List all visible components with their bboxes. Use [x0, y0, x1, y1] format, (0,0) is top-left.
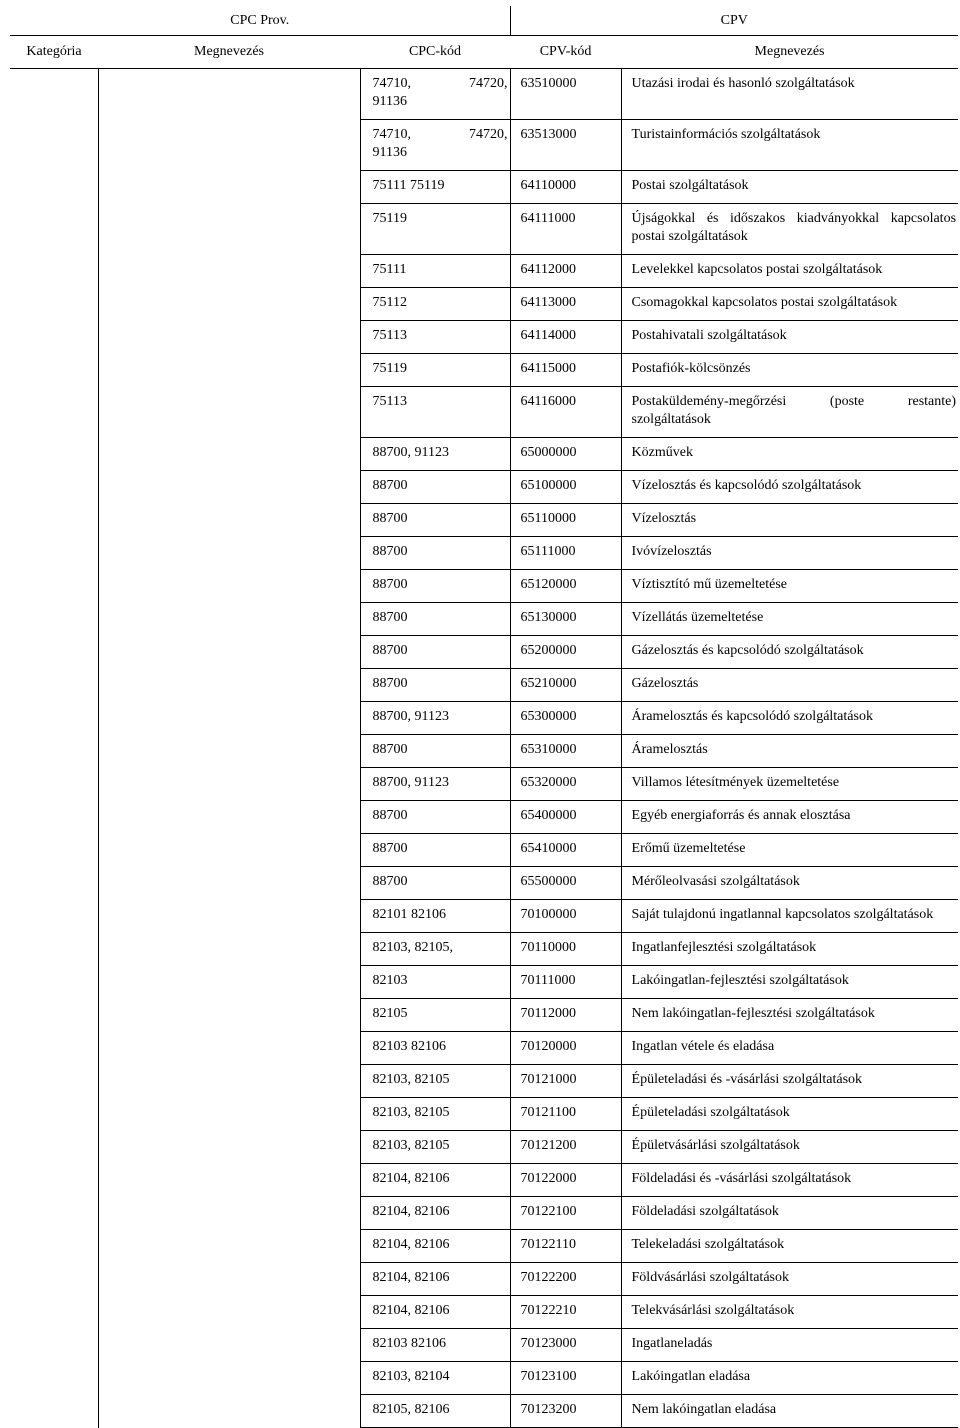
cpv-name-cell: Épületeladási szolgáltatások	[621, 1098, 958, 1131]
cpv-name-cell: Mérőleolvasási szolgáltatások	[621, 867, 958, 900]
cpv-name-cell: Földeladási szolgáltatások	[621, 1197, 958, 1230]
cpv-code-cell: 64113000	[510, 288, 621, 321]
cpv-code-cell: 65320000	[510, 768, 621, 801]
cpc-code-cell: 75119	[360, 354, 510, 387]
cpv-code-cell: 65200000	[510, 636, 621, 669]
cpv-name-cell: Erőmű üzemeltetése	[621, 834, 958, 867]
cpv-code-cell: 70123200	[510, 1395, 621, 1428]
cpc-code-cell: 88700	[360, 834, 510, 867]
cpv-name-cell: Csomagokkal kapcsolatos postai szolgáltatások	[621, 288, 958, 321]
cpv-name-cell: Ingatlanfejlesztési szolgáltatások	[621, 933, 958, 966]
cpv-code-cell: 70112000	[510, 999, 621, 1032]
cpc-code-part: 74710,	[372, 127, 411, 142]
cpc-code-cell: 82103, 82104	[360, 1362, 510, 1395]
cpv-name-cell: Vízelosztás	[621, 504, 958, 537]
cpv-name-cell: Postaküldemény-megőrzési (poste restante) szolgáltatások	[621, 387, 958, 438]
cpc-code-cell: 82104, 82106	[360, 1230, 510, 1263]
cpv-name-cell: Lakóingatlan-fejlesztési szolgáltatások	[621, 966, 958, 999]
cpv-name-cell: Víztisztító mű üzemeltetése	[621, 570, 958, 603]
cpc-code-cell: 88700	[360, 636, 510, 669]
cpv-code-cell: 70123100	[510, 1362, 621, 1395]
cpc-code-cell: 88700	[360, 735, 510, 768]
cpv-name-cell: Közművek	[621, 438, 958, 471]
cpc-code-cell: 82103 82106	[360, 1329, 510, 1362]
cpv-code-cell: 64115000	[510, 354, 621, 387]
cpv-code-cell: 70122200	[510, 1263, 621, 1296]
cpv-name-cell: Egyéb energiaforrás és annak elosztása	[621, 801, 958, 834]
cpc-code-cell: 82101 82106	[360, 900, 510, 933]
cpc-code-cell: 82103 82106	[360, 1032, 510, 1065]
cpv-code-cell: 70123000	[510, 1329, 621, 1362]
cpv-name-cell: Levelekkel kapcsolatos postai szolgáltatások	[621, 255, 958, 288]
cpv-name-cell: Újságokkal és időszakos kiadványokkal kapcsolatos postai szolgáltatások	[621, 204, 958, 255]
cpv-code-cell: 65110000	[510, 504, 621, 537]
cpv-code-cell: 64111000	[510, 204, 621, 255]
cpc-code-cell: 88700, 91123	[360, 768, 510, 801]
cpv-name-cell: Ivóvízelosztás	[621, 537, 958, 570]
cpc-code-cell: 88700	[360, 669, 510, 702]
col-name-header: Megnevezés	[98, 36, 360, 69]
cpc-code-cell: 82104, 82106	[360, 1296, 510, 1329]
cpv-name-cell: Földeladási és -vásárlási szolgáltatások	[621, 1164, 958, 1197]
cpv-name-cell: Áramelosztás és kapcsolódó szolgáltatások	[621, 702, 958, 735]
cpv-name-cell: Nem lakóingatlan eladása	[621, 1395, 958, 1428]
cpv-code-cell: 65111000	[510, 537, 621, 570]
cpv-code-cell: 64114000	[510, 321, 621, 354]
header-group-row	[10, 6, 958, 36]
cpc-code-part: 91136	[372, 94, 407, 109]
cpc-code-cell: 82104, 82106	[360, 1263, 510, 1296]
cpv-name-cell: Lakóingatlan eladása	[621, 1362, 958, 1395]
cpc-code-cell: 75113	[360, 321, 510, 354]
cpv-code-cell: 65000000	[510, 438, 621, 471]
cpc-code-cell: 75111 75119	[360, 171, 510, 204]
cpv-name-cell: Épületvásárlási szolgáltatások	[621, 1131, 958, 1164]
cpv-name-cell: Postai szolgáltatások	[621, 171, 958, 204]
cpc-code-cell: 88700	[360, 570, 510, 603]
cpc-code-cell: 88700, 91123	[360, 438, 510, 471]
cpv-name-cell: Gázelosztás	[621, 669, 958, 702]
cpv-code-cell: 70121200	[510, 1131, 621, 1164]
cpv-name-cell: Földvásárlási szolgáltatások	[621, 1263, 958, 1296]
cpc-code-cell: 82103, 82105,	[360, 933, 510, 966]
cpc-code-line	[373, 75, 508, 93]
cpv-name-cell: Telekvásárlási szolgáltatások	[621, 1296, 958, 1329]
cpv-code-cell: 65410000	[510, 834, 621, 867]
cpv-name-cell: Nem lakóingatlan-fejlesztési szolgáltatások	[621, 999, 958, 1032]
cpv-code-cell: 65500000	[510, 867, 621, 900]
cpc-code-cell	[360, 120, 510, 171]
cpv-code-cell: 70121000	[510, 1065, 621, 1098]
cpv-code-cell: 70100000	[510, 900, 621, 933]
cpv-code-cell: 63510000	[510, 69, 621, 120]
cpv-name-cell: Ingatlaneladás	[621, 1329, 958, 1362]
cpv-code-cell: 64112000	[510, 255, 621, 288]
cpv-name-cell: Vízellátás üzemeltetése	[621, 603, 958, 636]
cpc-name-cell	[98, 69, 360, 1428]
cpc-code-part: 74720,	[469, 127, 508, 142]
cpv-code-cell: 70122210	[510, 1296, 621, 1329]
cpc-code-cell: 82103, 82105	[360, 1098, 510, 1131]
group-cpc-header: CPC Prov.	[230, 12, 290, 28]
cpv-code-cell: 65130000	[510, 603, 621, 636]
cpv-name-cell: Utazási irodai és hasonló szolgáltatások	[621, 69, 958, 120]
group-cpv-header: CPV	[510, 6, 958, 36]
cpv-code-cell: 70120000	[510, 1032, 621, 1065]
cpc-code-cell: 75113	[360, 387, 510, 438]
cpv-code-cell: 65400000	[510, 801, 621, 834]
table-row	[10, 69, 958, 120]
cpv-name-cell: Ingatlan vétele és eladása	[621, 1032, 958, 1065]
table-body	[10, 69, 958, 1428]
cpv-code-cell: 70110000	[510, 933, 621, 966]
cpv-code-cell: 70111000	[510, 966, 621, 999]
cpv-name-cell: Postafiók-kölcsönzés	[621, 354, 958, 387]
cpv-code-cell: 65210000	[510, 669, 621, 702]
cpc-code-cell: 75119	[360, 204, 510, 255]
document	[10, 6, 958, 1428]
cpv-code-cell: 70121100	[510, 1098, 621, 1131]
col-cpv-name-header: Megnevezés	[621, 36, 958, 69]
cpc-code-part: 91136	[372, 145, 407, 160]
cpc-code-cell: 82103, 82105	[360, 1065, 510, 1098]
category-cell	[10, 69, 98, 1428]
cpv-name-cell: Épületeladási és -vásárlási szolgáltatások	[621, 1065, 958, 1098]
cpc-code-cell: 82104, 82106	[360, 1164, 510, 1197]
cpv-name-cell: Postahivatali szolgáltatások	[621, 321, 958, 354]
cpv-name-cell: Telekeladási szolgáltatások	[621, 1230, 958, 1263]
cpv-name-cell: Áramelosztás	[621, 735, 958, 768]
cpv-code-cell: 65300000	[510, 702, 621, 735]
cpc-code-cell: 88700, 91123	[360, 702, 510, 735]
cpc-code-cell	[360, 69, 510, 120]
cpc-code-cell: 82103	[360, 966, 510, 999]
cpv-code-cell: 65310000	[510, 735, 621, 768]
cpv-name-cell: Villamos létesítmények üzemeltetése	[621, 768, 958, 801]
cpc-code-cell: 75111	[360, 255, 510, 288]
cpv-code-cell: 65100000	[510, 471, 621, 504]
cpv-name-cell: Vízelosztás és kapcsolódó szolgáltatások	[621, 471, 958, 504]
cpv-code-cell: 70122100	[510, 1197, 621, 1230]
cpc-code-cell: 88700	[360, 867, 510, 900]
cpv-code-cell: 70122110	[510, 1230, 621, 1263]
cpv-code-cell: 63513000	[510, 120, 621, 171]
cpc-code-cell: 88700	[360, 603, 510, 636]
cpv-code-cell: 64110000	[510, 171, 621, 204]
cpc-cpv-table	[10, 6, 958, 1428]
cpc-code-cell: 82104, 82106	[360, 1197, 510, 1230]
col-category-header: Kategória	[10, 36, 98, 69]
col-cpv-code-header: CPV-kód	[510, 36, 621, 69]
cpv-code-cell: 64116000	[510, 387, 621, 438]
cpv-code-cell: 70122000	[510, 1164, 621, 1197]
cpc-code-cell: 82105, 82106	[360, 1395, 510, 1428]
cpc-code-part: 74720,	[469, 76, 508, 91]
cpc-code-cell: 88700	[360, 537, 510, 570]
cpv-name-cell: Turistainformációs szolgáltatások	[621, 120, 958, 171]
col-cpc-code-header: CPC-kód	[360, 36, 510, 69]
cpv-name-cell: Gázelosztás és kapcsolódó szolgáltatások	[621, 636, 958, 669]
cpv-code-cell: 65120000	[510, 570, 621, 603]
cpc-code-cell: 82103, 82105	[360, 1131, 510, 1164]
cpv-name-cell: Saját tulajdonú ingatlannal kapcsolatos szolgáltatások	[621, 900, 958, 933]
header-column-row	[10, 36, 958, 69]
cpc-code-cell: 88700	[360, 801, 510, 834]
cpc-code-line	[373, 126, 508, 144]
cpc-code-cell: 75112	[360, 288, 510, 321]
cpc-code-cell: 88700	[360, 504, 510, 537]
cpc-code-cell: 82105	[360, 999, 510, 1032]
cpc-code-cell: 88700	[360, 471, 510, 504]
cpc-code-part: 74710,	[372, 76, 411, 91]
